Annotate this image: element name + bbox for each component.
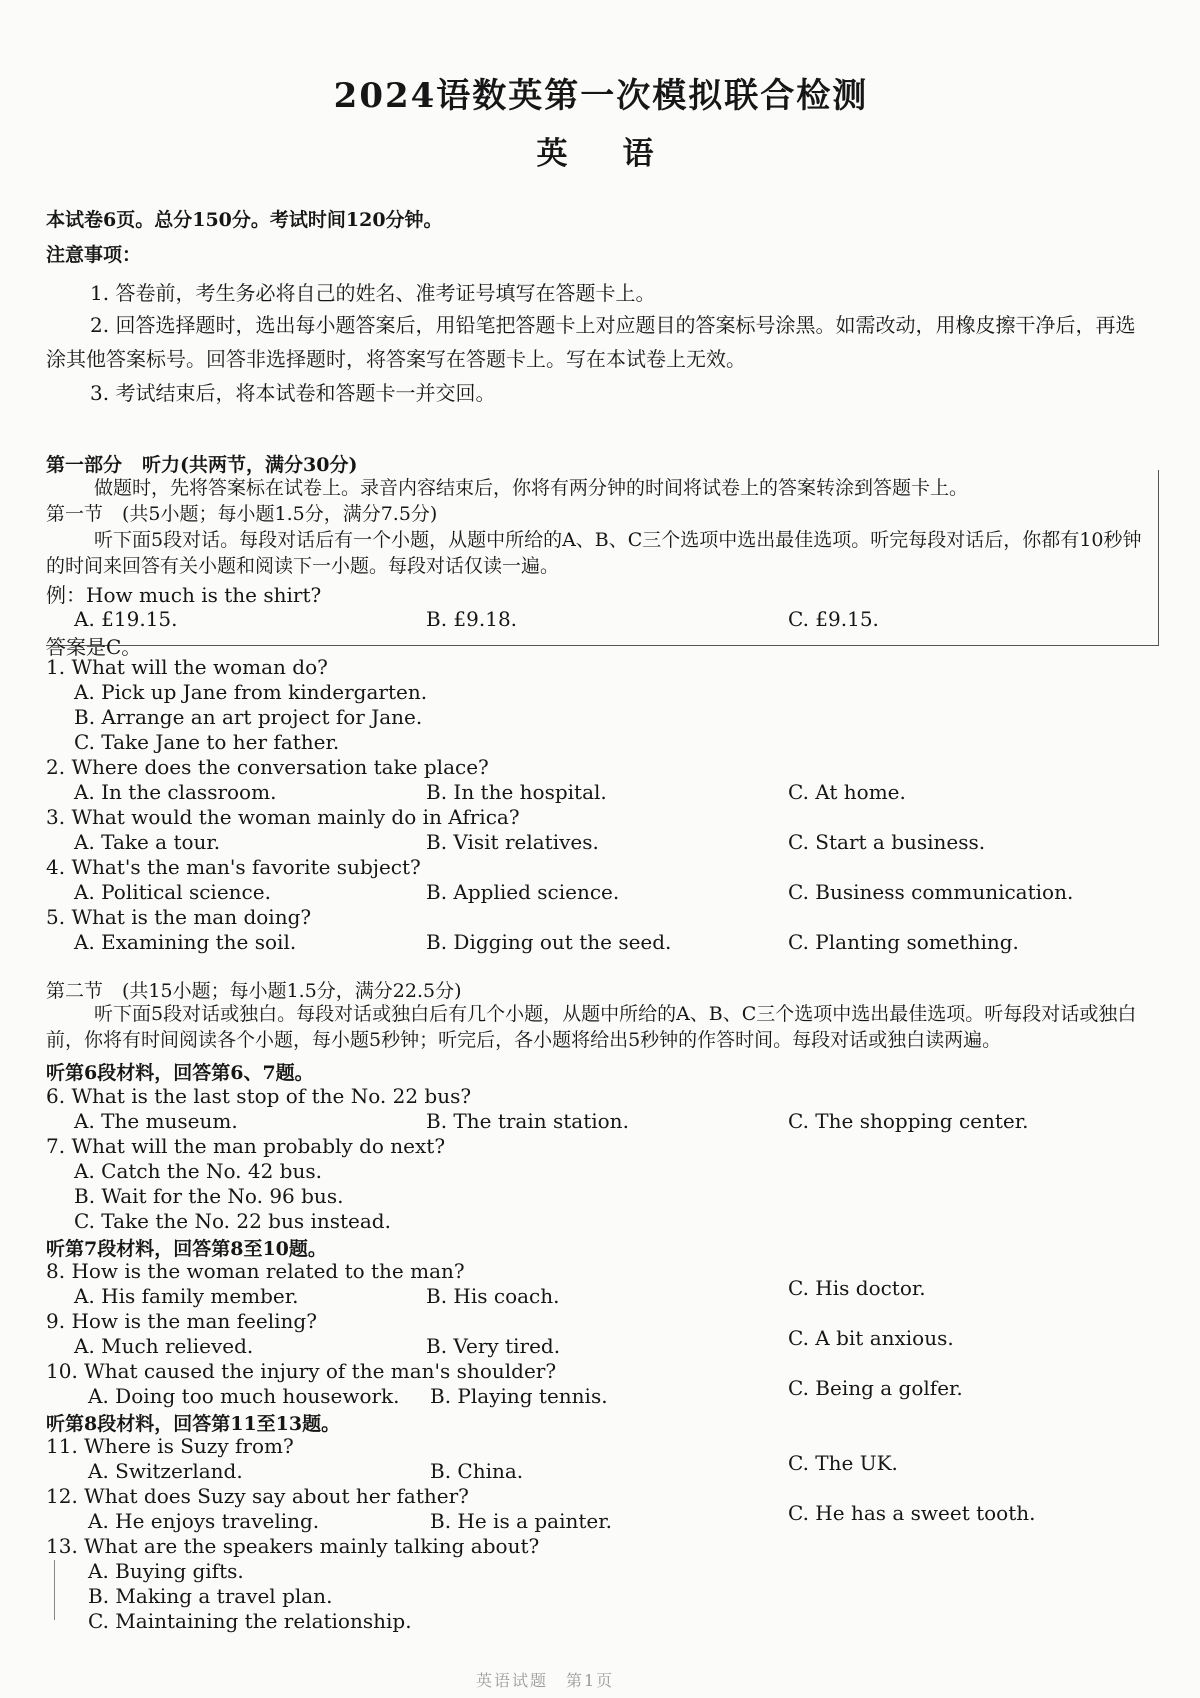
option: A. Doing too much housework. [88, 1384, 400, 1408]
option: B. Very tired. [426, 1334, 561, 1358]
option: C. Being a golfer. [788, 1376, 963, 1400]
section2-title: 第二节 (共15小题；每小题1.5分，满分22.5分) [46, 980, 462, 1002]
option: C. Take Jane to her father. [74, 730, 340, 754]
question: 1. What will the woman do? [46, 655, 328, 679]
option: B. He is a painter. [430, 1509, 612, 1533]
option: C. The shopping center. [788, 1109, 1029, 1133]
option: B. Digging out the seed. [426, 930, 672, 954]
scan-mark [54, 1560, 55, 1620]
option: A. Catch the No. 42 bus. [74, 1159, 322, 1183]
section2-instruction: 听下面5段对话或独白。每段对话或独白后有几个小题，从题中所给的A、B、C三个选项中选出最佳选项。听每段对话或独白前，你将有时间阅读各个小题，每小题5秒钟；听完后，各小题将给出5秒钟的作答时间。每段对话或独白读两遍。 [46, 1003, 1137, 1051]
example-answer: 答案是C。 [46, 635, 142, 659]
option: C. Business communication. [788, 880, 1074, 904]
part-detail: 听力(共两节，满分30分) [142, 454, 358, 476]
example-option: C. £9.15. [788, 607, 879, 631]
question: 9. How is the man feeling? [46, 1309, 317, 1333]
option: B. In the hospital. [426, 780, 607, 804]
question: 13. What are the speakers mainly talking about? [46, 1534, 540, 1558]
option: A. Switzerland. [88, 1459, 243, 1483]
option: A. He enjoys traveling. [88, 1509, 320, 1533]
question: 2. Where does the conversation take place? [46, 755, 489, 779]
option: A. The museum. [74, 1109, 238, 1133]
option: A. Take a tour. [74, 830, 221, 854]
option: A. His family member. [74, 1284, 299, 1308]
option: B. China. [430, 1459, 524, 1483]
question: 8. How is the woman related to the man? [46, 1259, 465, 1283]
subject-title: 英 语 [536, 136, 666, 172]
section1-instruction: 听下面5段对话。每段对话后有一个小题，从题中所给的A、B、C三个选项中选出最佳选项。听完每段对话后，你都有10秒钟的时间来回答有关小题和阅读下一小题。每段对话仅读一遍。 [46, 529, 1142, 577]
example-option: B. £9.18. [426, 607, 518, 631]
option: A. Examining the soil. [74, 930, 297, 954]
question: 6. What is the last stop of the No. 22 bus? [46, 1084, 472, 1108]
notice-title: 注意事项： [46, 244, 142, 266]
option: C. At home. [788, 780, 906, 804]
notice-item: 3. 考试结束后，将本试卷和答题卡一并交回。 [90, 381, 496, 405]
page-footer: 英语试题 第1页 [476, 1671, 615, 1690]
option: C. The UK. [788, 1451, 898, 1475]
option: B. Applied science. [426, 880, 620, 904]
option: C. Maintaining the relationship. [88, 1609, 412, 1633]
option: B. Making a travel plan. [88, 1584, 333, 1608]
material-6-heading: 听第6段材料，回答第6、7题。 [46, 1062, 314, 1084]
material-8-heading: 听第8段材料，回答第11至13题。 [46, 1413, 341, 1435]
option: A. Much relieved. [74, 1334, 254, 1358]
option: A. Buying gifts. [88, 1559, 244, 1583]
option: C. His doctor. [788, 1276, 926, 1300]
question: 4. What's the man's favorite subject? [46, 855, 421, 879]
exam-title: 2024语数英第一次模拟联合检测 [333, 76, 869, 116]
part-heading [46, 450, 357, 477]
option: C. Take the No. 22 bus instead. [74, 1209, 391, 1233]
option: B. His coach. [426, 1284, 560, 1308]
option: B. Playing tennis. [430, 1384, 608, 1408]
option: B. Arrange an art project for Jane. [74, 705, 423, 729]
question: 10. What caused the injury of the man's shoulder? [46, 1359, 557, 1383]
question: 11. Where is Suzy from? [46, 1434, 294, 1458]
part-instruction: 做题时，先将答案标在试卷上。录音内容结束后，你将有两分钟的时间将试卷上的答案转涂到答题卡上。 [94, 477, 969, 499]
question: 3. What would the woman mainly do in Africa? [46, 805, 520, 829]
section1-title: 第一节 (共5小题；每小题1.5分，满分7.5分) [46, 503, 438, 525]
material-7-heading: 听第7段材料，回答第8至10题。 [46, 1238, 327, 1260]
option: B. Visit relatives. [426, 830, 599, 854]
question: 7. What will the man probably do next? [46, 1134, 446, 1158]
question: 12. What does Suzy say about her father? [46, 1484, 469, 1508]
option: C. Start a business. [788, 830, 986, 854]
notice-item: 1. 答卷前，考生务必将自己的姓名、准考证号填写在答题卡上。 [90, 281, 656, 305]
option: B. Wait for the No. 96 bus. [74, 1184, 344, 1208]
option: A. Pick up Jane from kindergarten. [74, 680, 428, 704]
option: A. Political science. [74, 880, 271, 904]
option: C. A bit anxious. [788, 1326, 954, 1350]
exam-info: 本试卷6页。总分150分。考试时间120分钟。 [46, 209, 443, 231]
exam-page [46, 0, 1156, 1698]
option: C. He has a sweet tooth. [788, 1501, 1036, 1525]
option: A. In the classroom. [74, 780, 277, 804]
part-label: 第一部分 [46, 454, 123, 476]
example-question: 例：How much is the shirt? [46, 583, 322, 607]
example-option: A. £19.15. [74, 607, 178, 631]
option: C. Planting something. [788, 930, 1019, 954]
notice-item: 2. 回答选择题时，选出每小题答案后，用铅笔把答题卡上对应题目的答案标号涂黑。如需改动，用橡皮擦干净后，再选涂其他答案标号。回答非选择题时，将答案写在答题卡上。写在本试卷上无效。 [46, 313, 1136, 371]
question: 5. What is the man doing? [46, 905, 312, 929]
option: B. The train station. [426, 1109, 629, 1133]
